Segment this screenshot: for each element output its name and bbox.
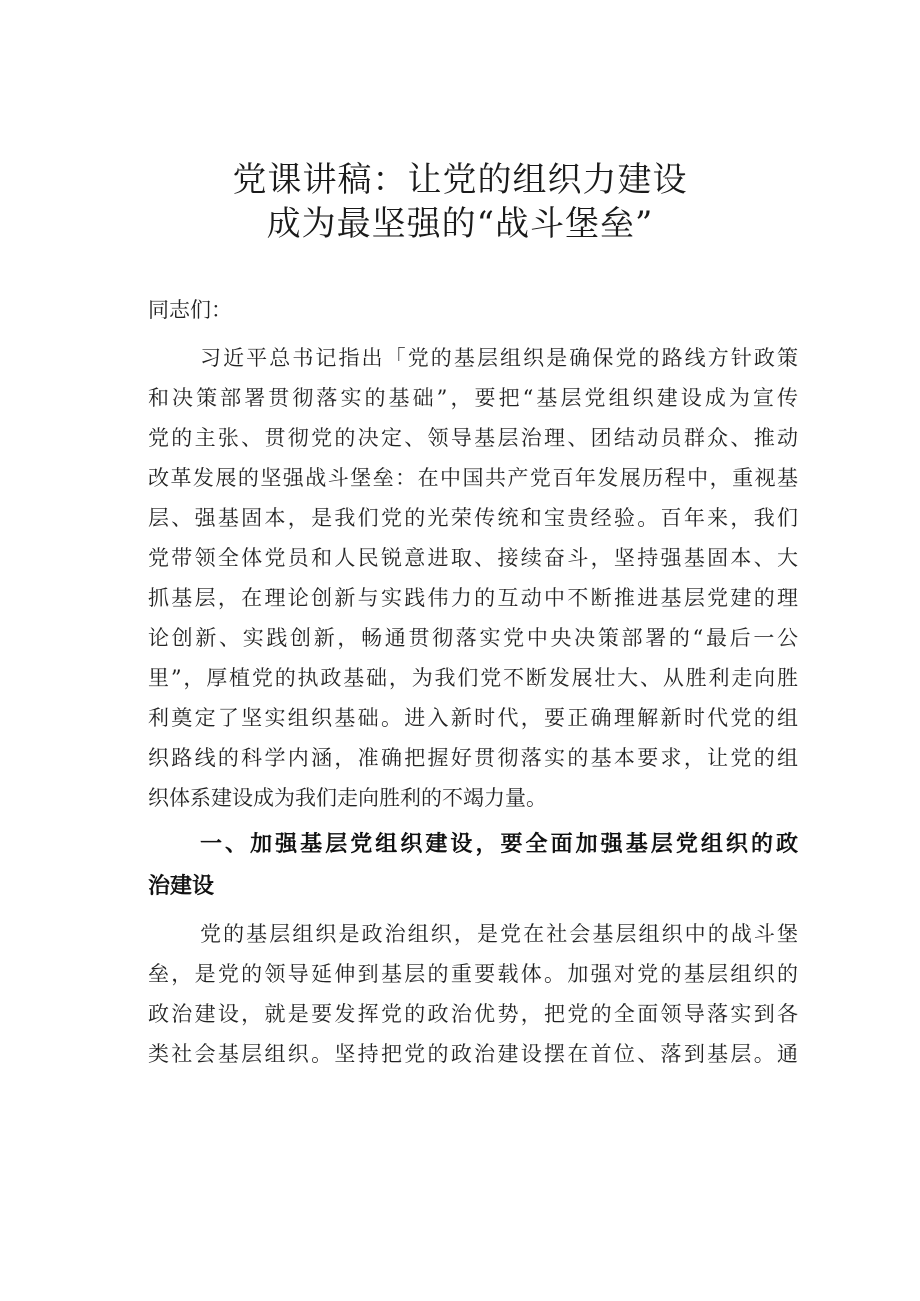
paragraph-2-line: 垒，是党的领导延伸到基层的重要载体。加强对党的基层组织的 xyxy=(148,962,798,986)
paragraph-1-line: 论创新、实践创新，畅通贯彻落实党中央决策部署的“最后一公 xyxy=(148,626,798,650)
paragraph-1-line: 和决策部署贯彻落实的基础”，要把“基层党组织建设成为宣传 xyxy=(148,386,798,410)
paragraph-1-line: 织路线的科学内涵，准确把握好贯彻落实的基本要求，让党的组 xyxy=(148,746,798,770)
paragraph-2-line: 党的基层组织是政治组织，是党在社会基层组织中的战斗堡 xyxy=(200,922,798,946)
paragraph-1-line: 层、强基固本，是我们党的光荣传统和宝贵经验。百年来，我们 xyxy=(148,506,798,530)
paragraph-1-line: 织体系建设成为我们走向胜利的不竭力量。 xyxy=(148,786,547,810)
section-heading-1-line: 一、加强基层党组织建设，要全面加强基层党组织的政 xyxy=(200,832,798,857)
paragraph-1-line: 利奠定了坚实组织基础。进入新时代，要正确理解新时代党的组 xyxy=(148,706,798,730)
salutation: 同志们： xyxy=(148,298,232,322)
paragraph-1-line: 里”，厚植党的执政基础，为我们党不断发展壮大、从胜利走向胜 xyxy=(148,666,798,690)
paragraph-2-line: 类社会基层组织。坚持把党的政治建设摆在首位、落到基层。通 xyxy=(148,1042,798,1066)
paragraph-1-line: 党的主张、贯彻党的决定、领导基层治理、团结动员群众、推动 xyxy=(148,426,798,450)
document-title-line-1: 党课讲稿：让党的组织力建设 xyxy=(232,160,688,200)
paragraph-1-line: 党带领全体党员和人民锐意进取、接续奋斗，坚持强基固本、大 xyxy=(148,546,798,570)
paragraph-2-line: 政治建设，就是要发挥党的政治优势，把党的全面领导落实到各 xyxy=(148,1002,798,1026)
section-heading-1-line: 治建设 xyxy=(148,874,215,899)
document-title-line-2: 成为最坚强的“战斗堡垒” xyxy=(266,204,654,244)
paragraph-1-line: 抓基层，在理论创新与实践伟力的互动中不断推进基层党建的理 xyxy=(148,586,798,610)
paragraph-1-line: 习近平总书记指出「党的基层组织是确保党的路线方针政策 xyxy=(200,346,798,370)
paragraph-1-line: 改革发展的坚强战斗堡垒：在中国共产党百年发展历程中，重视基 xyxy=(148,466,798,490)
